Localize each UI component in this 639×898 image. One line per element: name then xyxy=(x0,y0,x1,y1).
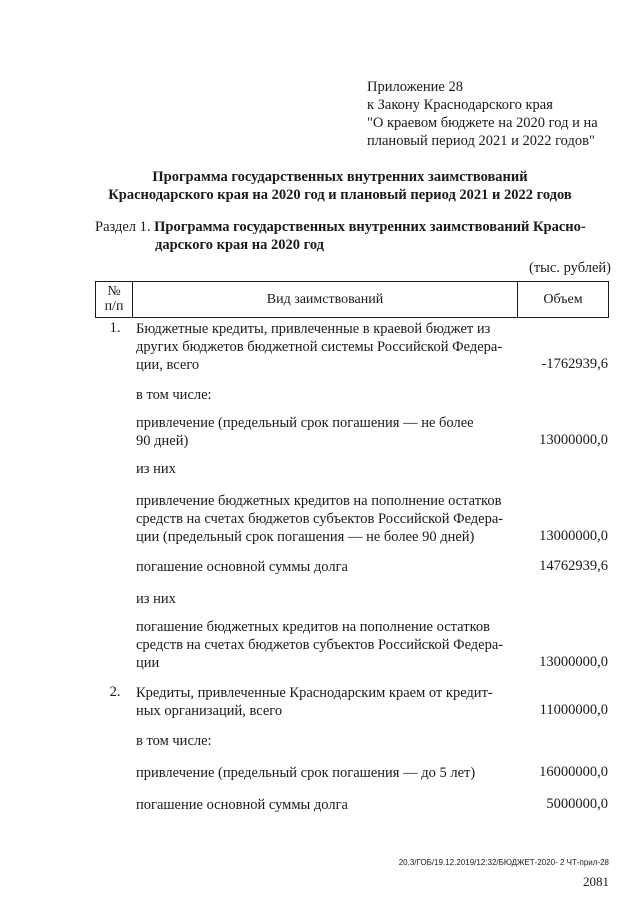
table-row-text xyxy=(136,492,516,546)
row-line: из них xyxy=(136,591,176,607)
title-line: Программа государственных внутренних заимствований xyxy=(152,169,528,185)
table-row-text xyxy=(136,460,516,478)
row-line: привлечение бюджетных кредитов на пополнение остатков xyxy=(136,493,502,509)
row-value: 13000000,0 xyxy=(539,654,608,670)
row-line: ции, всего xyxy=(136,357,200,373)
appendix-line: плановый период 2021 и 2022 годов" xyxy=(367,133,595,149)
table-row-text xyxy=(136,684,516,720)
appendix-line: "О краевом бюджете на 2020 год и на xyxy=(367,115,598,131)
title-line: Краснодарского края на 2020 год и плановый период 2021 и 2022 годов xyxy=(108,187,572,203)
table-header xyxy=(95,281,609,318)
row-line: ции (предельный срок погашения — не более 90 дней) xyxy=(136,529,475,545)
section-title-line: дарского края на 2020 год xyxy=(155,237,324,253)
table-row-text xyxy=(136,414,516,450)
row-line: ции xyxy=(136,655,160,671)
row-number: 2. xyxy=(109,684,121,700)
row-value: 5000000,0 xyxy=(546,796,608,812)
row-line: в том числе: xyxy=(136,387,212,403)
section-prefix: Раздел 1. xyxy=(95,219,151,235)
row-line: Кредиты, привлеченные Краснодарским краем от кредит- xyxy=(136,685,493,701)
row-value: 13000000,0 xyxy=(539,528,608,544)
row-line: ных организаций, всего xyxy=(136,703,283,719)
row-number: 1. xyxy=(109,320,121,336)
row-line: Бюджетные кредиты, привлеченные в краевой бюджет из xyxy=(136,321,491,337)
section-heading xyxy=(95,218,615,254)
row-line: в том числе: xyxy=(136,733,212,749)
row-value: -1762939,6 xyxy=(541,356,608,372)
document-title xyxy=(60,168,620,204)
row-value: 13000000,0 xyxy=(539,432,608,448)
row-line: погашение основной суммы долга xyxy=(136,559,348,575)
row-value: 11000000,0 xyxy=(539,702,608,718)
row-line: из них xyxy=(136,461,176,477)
table-row-text xyxy=(136,796,516,814)
appendix-line: к Закону Краснодарского края xyxy=(367,97,553,113)
header-volume-cell: Объем xyxy=(543,291,583,307)
row-line: погашение бюджетных кредитов на пополнение остатков xyxy=(136,619,490,635)
row-line: 90 дней) xyxy=(136,433,189,449)
units-label: (тыс. рублей) xyxy=(529,260,611,276)
table-row-text xyxy=(136,590,516,608)
row-line: привлечение (предельный срок погашения — до 5 лет) xyxy=(136,765,476,781)
section-title-line: Программа государственных внутренних заимствований Красно- xyxy=(154,219,586,235)
row-value: 16000000,0 xyxy=(539,764,608,780)
header-number-abbr: п/п xyxy=(104,299,124,314)
row-line: средств на счетах бюджетов субъектов Российской Федера- xyxy=(136,637,504,653)
table-row-text xyxy=(136,618,516,672)
table-row-text xyxy=(136,764,516,782)
row-line: погашение основной суммы долга xyxy=(136,797,348,813)
table-row-text xyxy=(136,732,516,750)
appendix-line: Приложение 28 xyxy=(367,79,463,95)
footer-code: 20.3/ГОБ/19.12.2019/12:32/БЮДЖЕТ-2020- 2 ЧТ-прил-28 xyxy=(398,858,609,867)
table-row-text xyxy=(136,386,516,404)
appendix-note xyxy=(367,78,598,150)
header-kind-cell: Вид заимствований xyxy=(133,282,518,317)
header-number-cell xyxy=(96,282,133,317)
row-value: 14762939,6 xyxy=(539,558,608,574)
table-row-text xyxy=(136,558,516,576)
table-row-text xyxy=(136,320,516,374)
row-line: привлечение (предельный срок погашения — не более xyxy=(136,415,474,431)
page-number: 2081 xyxy=(583,874,609,889)
row-line: средств на счетах бюджетов субъектов Российской Федера- xyxy=(136,511,504,527)
row-line: других бюджетов бюджетной системы Российской Федера- xyxy=(136,339,503,355)
header-number-symbol: № xyxy=(107,284,121,299)
